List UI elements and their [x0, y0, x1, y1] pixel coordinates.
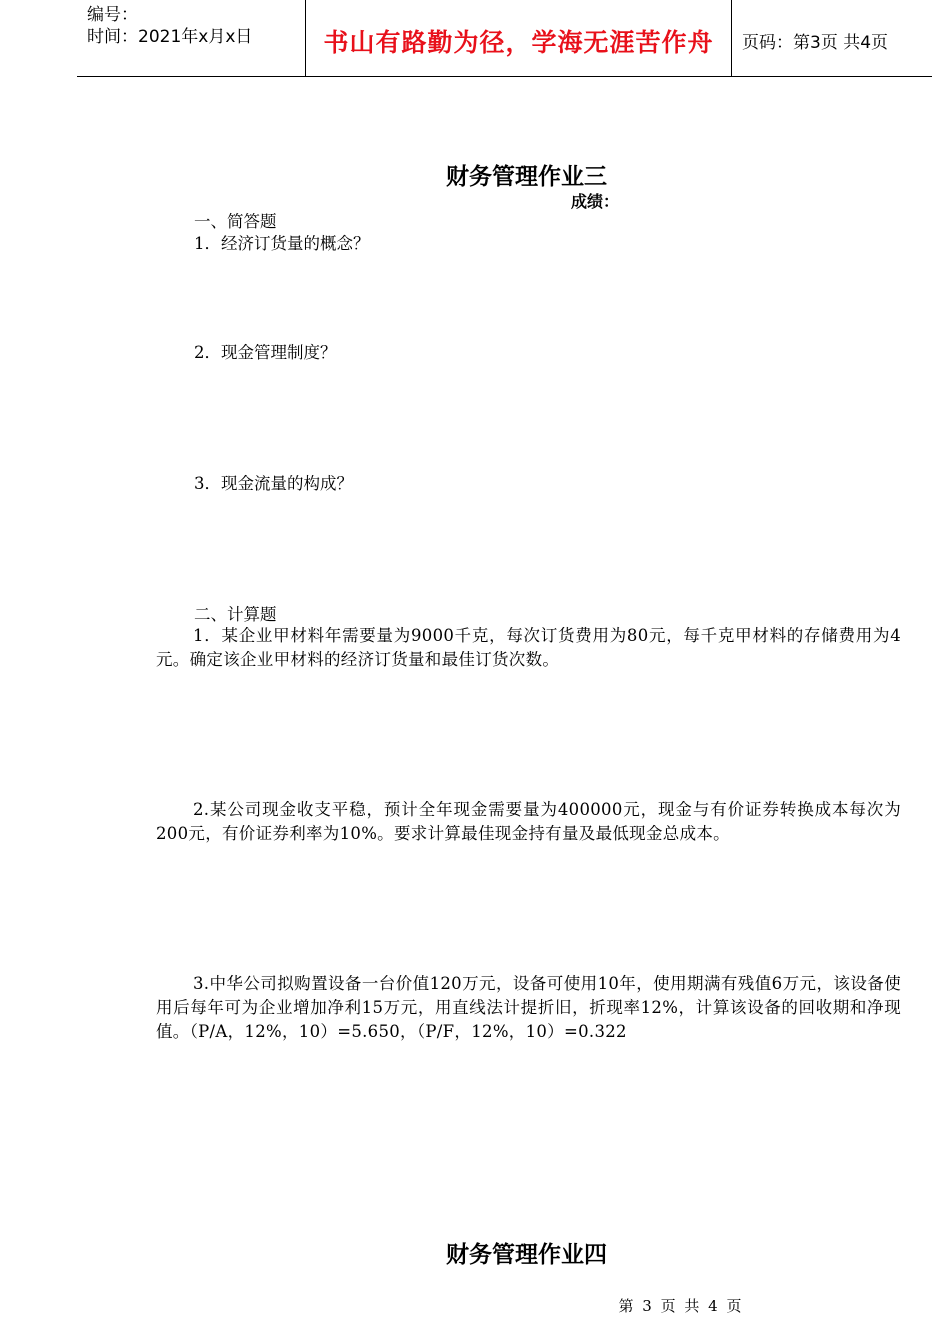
calc-question-3: 3.中华公司拟购置设备一台价值120万元，设备可使用10年，使用期满有残值6万元，该设备使用后每年可为企业增加净利15万元，用直线法计提折旧，折现率12%，计算该设备的回收期和净现值。（P/A，12%，10）=5.650，（P/F，12%，10）=0.322 [156, 974, 901, 1041]
question-2: 2．现金管理制度？ [194, 343, 337, 362]
page-header [77, 0, 932, 77]
section-1-heading: 一、简答题 [194, 212, 277, 231]
calc-question-1: 1．某企业甲材料年需要量为9000千克，每次订货费用为80元，每千克甲材料的存储费用为4元。确定该企业甲材料的经济订货量和最佳订货次数。 [156, 626, 901, 669]
question-1: 1．经济订货量的概念？ [194, 234, 370, 253]
score-label: 成绩： [571, 192, 620, 211]
section-2-heading: 二、计算题 [194, 605, 277, 624]
document-time-label: 时间：2021年x月x日 [87, 27, 253, 47]
header-motto: 书山有路勤为径，学海无涯苦作舟 [306, 0, 732, 76]
calc-question-2: 2.某公司现金收支平稳，预计全年现金需要量为400000元，现金与有价证券转换成本每次为200元，有价证券利率为10%。要求计算最佳现金持有量及最低现金总成本。 [156, 800, 901, 843]
assignment-4-title: 财务管理作业四 [446, 1242, 607, 1268]
question-3: 3．现金流量的构成？ [194, 474, 353, 493]
assignment-3-title: 财务管理作业三 [446, 164, 607, 190]
header-meta-cell [77, 0, 306, 76]
page-footer: 第 3 页 共 4 页 [618, 1297, 742, 1315]
header-page-label: 页码：第3页 共4页 [742, 32, 889, 53]
document-number-label: 编号： [87, 5, 138, 25]
